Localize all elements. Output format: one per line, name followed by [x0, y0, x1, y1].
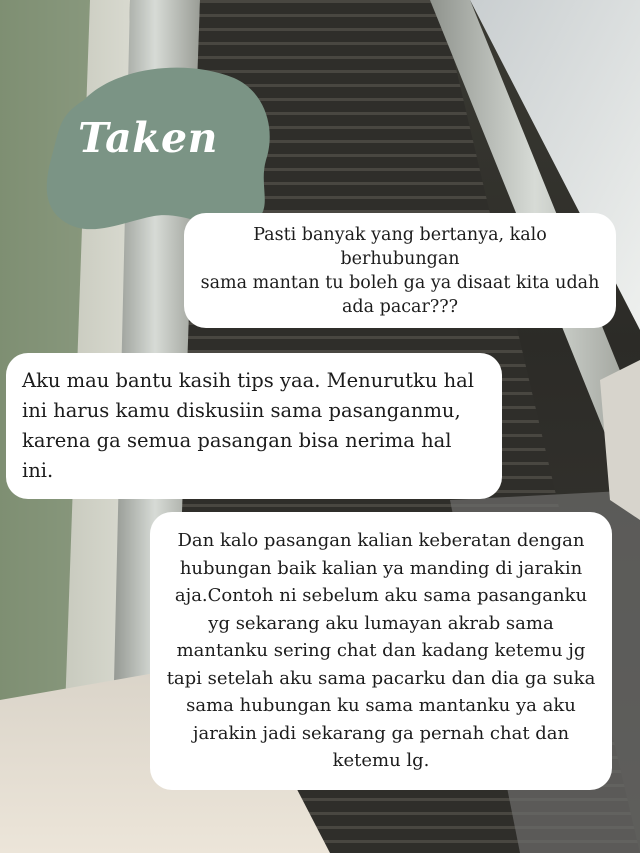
story-text: Dan kalo pasangan kalian keberatan dengan hubungan baik kalian ya manding di jarakin aja.Contoh ni sebelum aku sama pasanganku yg sekarang aku lumayan akrab sama mantanku sering chat dan kadang ketemu jg tapi setelah aku sama pacarku dan dia ga suka sama hubungan ku sama mantanku ya aku jarakin jadi sekarang ga pernah chat dan ketemu lg. — [166, 530, 596, 772]
question-text: Pasti banyak yang bertanya, kalo berhubungan sama mantan tu boleh ga ya disaat kita udah ada pacar??? — [200, 224, 600, 317]
tips-bubble — [6, 353, 502, 499]
story-bubble — [150, 512, 612, 790]
title-blob — [44, 64, 272, 232]
tips-text: Aku mau bantu kasih tips yaa. Menurutku hal ini harus kamu diskusiin sama pasanganmu, karena ga semua pasangan bisa nerima hal ini. — [22, 369, 474, 482]
question-bubble — [184, 213, 616, 328]
title-text: Taken — [78, 114, 218, 162]
